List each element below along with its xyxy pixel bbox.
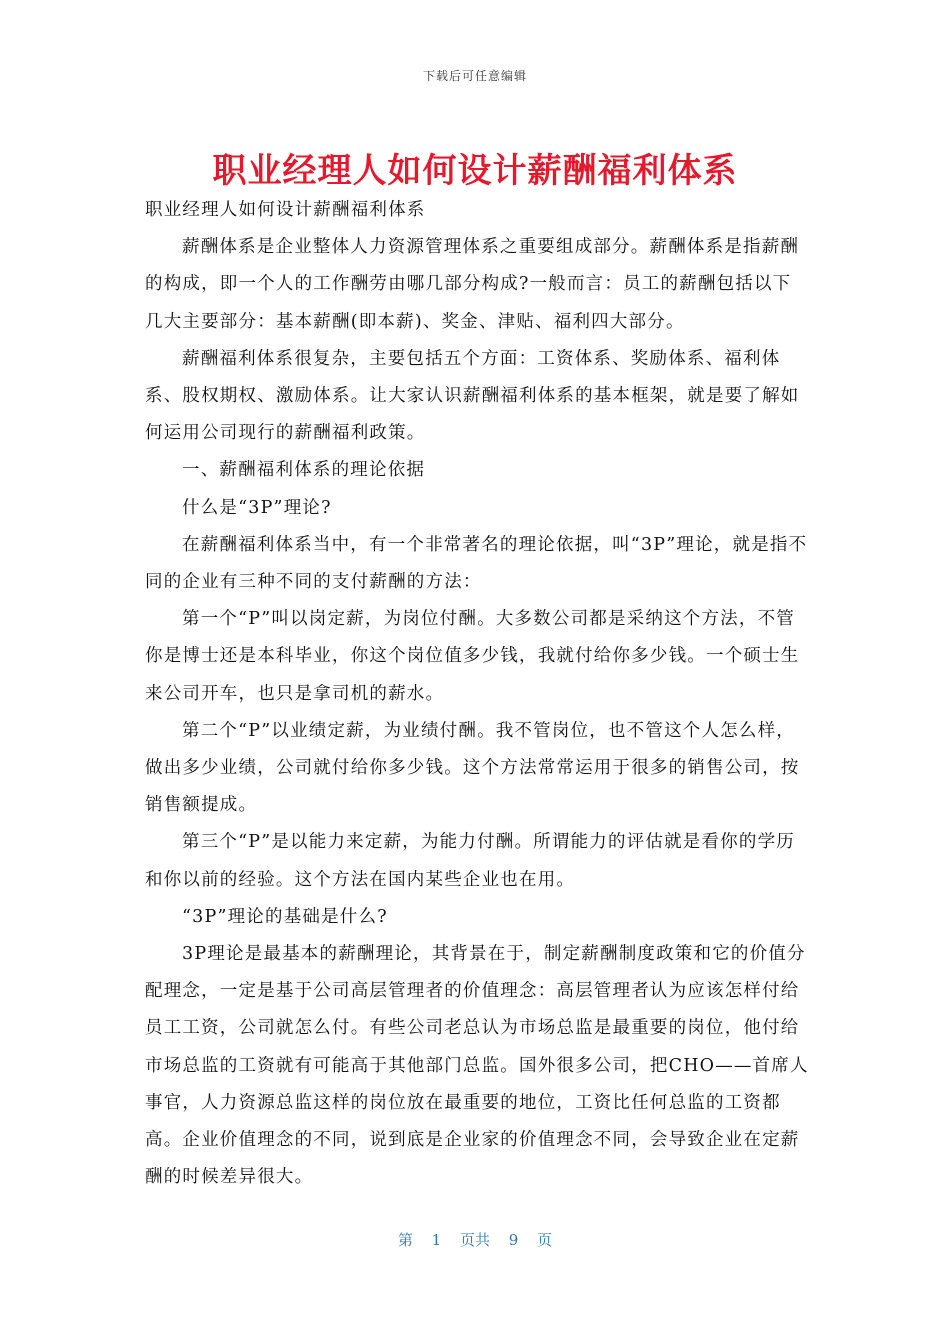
paragraph: 薪酬福利体系很复杂，主要包括五个方面：工资体系、奖励体系、福利体系、股权期权、激励体系。让大家认识薪酬福利体系的基本框架，就是要了解如何运用公司现行的薪酬福利政策。 [145, 348, 800, 444]
question-heading: “3P”理论的基础是什么? [182, 906, 388, 927]
page-suffix: 页 [537, 1231, 553, 1249]
paragraph: 在薪酬福利体系当中，有一个非常著名的理论依据，叫“3P”理论，就是指不同的企业有三种不同的支付薪酬的方法： [145, 534, 808, 593]
current-page-number: 1 [431, 1231, 442, 1249]
paragraph: 第一个“P”叫以岗定薪，为岗位付酬。大多数公司都是采纳这个方法，不管你是博士还是本科毕业，你这个岗位值多少钱，我就付给你多少钱。一个硕士生来公司开车，也只是拿司机的薪水。 [145, 609, 800, 704]
question-heading: 什么是“3P”理论? [182, 497, 332, 518]
paragraph: 第三个“P”是以能力来定薪，为能力付酬。所谓能力的评估就是看你的学历和你以前的经验。这个方法在国内某些企业也在用。 [145, 832, 795, 890]
section-heading: 一、薪酬福利体系的理论依据 [182, 460, 426, 481]
header-note: 下载后可任意编辑 [422, 69, 527, 83]
paragraph: 第二个“P”以业绩定薪，为业绩付酬。我不管岗位，也不管这个人怎么样，做出多少业绩，公司就付给你多少钱。这个方法常常运用于很多的销售公司，按销售额提成。 [145, 720, 800, 816]
total-page-number: 9 [508, 1231, 519, 1249]
document-title: 职业经理人如何设计薪酬福利体系 [212, 151, 738, 191]
page-prefix: 第 [397, 1231, 413, 1249]
paragraph: 3P理论是最基本的薪酬理论，其背景在于，制定薪酬制度政策和它的价值分配理念，一定是基于公司高层管理者的价值理念：高层管理者认为应该怎样付给员工工资，公司就怎么付。有些公司老总认为市场总监是最重要的岗位，他付给市场总监的工资就有可能高于其他部门总监。国外很多公司，把CHO——首席人事官，人力资源总监这样的岗位放在最重要的地位，工资比任何总监的工资都高。企业价值理念的不同，说到底是企业家的价值理念不同，会导致企业在定薪酬的时候差异很大。 [145, 944, 809, 1188]
body-subtitle: 职业经理人如何设计薪酬福利体系 [145, 200, 426, 220]
document-body [145, 192, 810, 1196]
paragraph: 薪酬体系是企业整体人力资源管理体系之重要组成部分。薪酬体系是指薪酬的构成，即一个人的工作酬劳由哪几部分构成?一般而言：员工的薪酬包括以下几大主要部分：基本薪酬(即本薪)、奖金、津贴、福利四大部分。 [145, 237, 800, 332]
page-mid-text: 页共 [459, 1231, 490, 1249]
page-number-footer [0, 1229, 950, 1250]
